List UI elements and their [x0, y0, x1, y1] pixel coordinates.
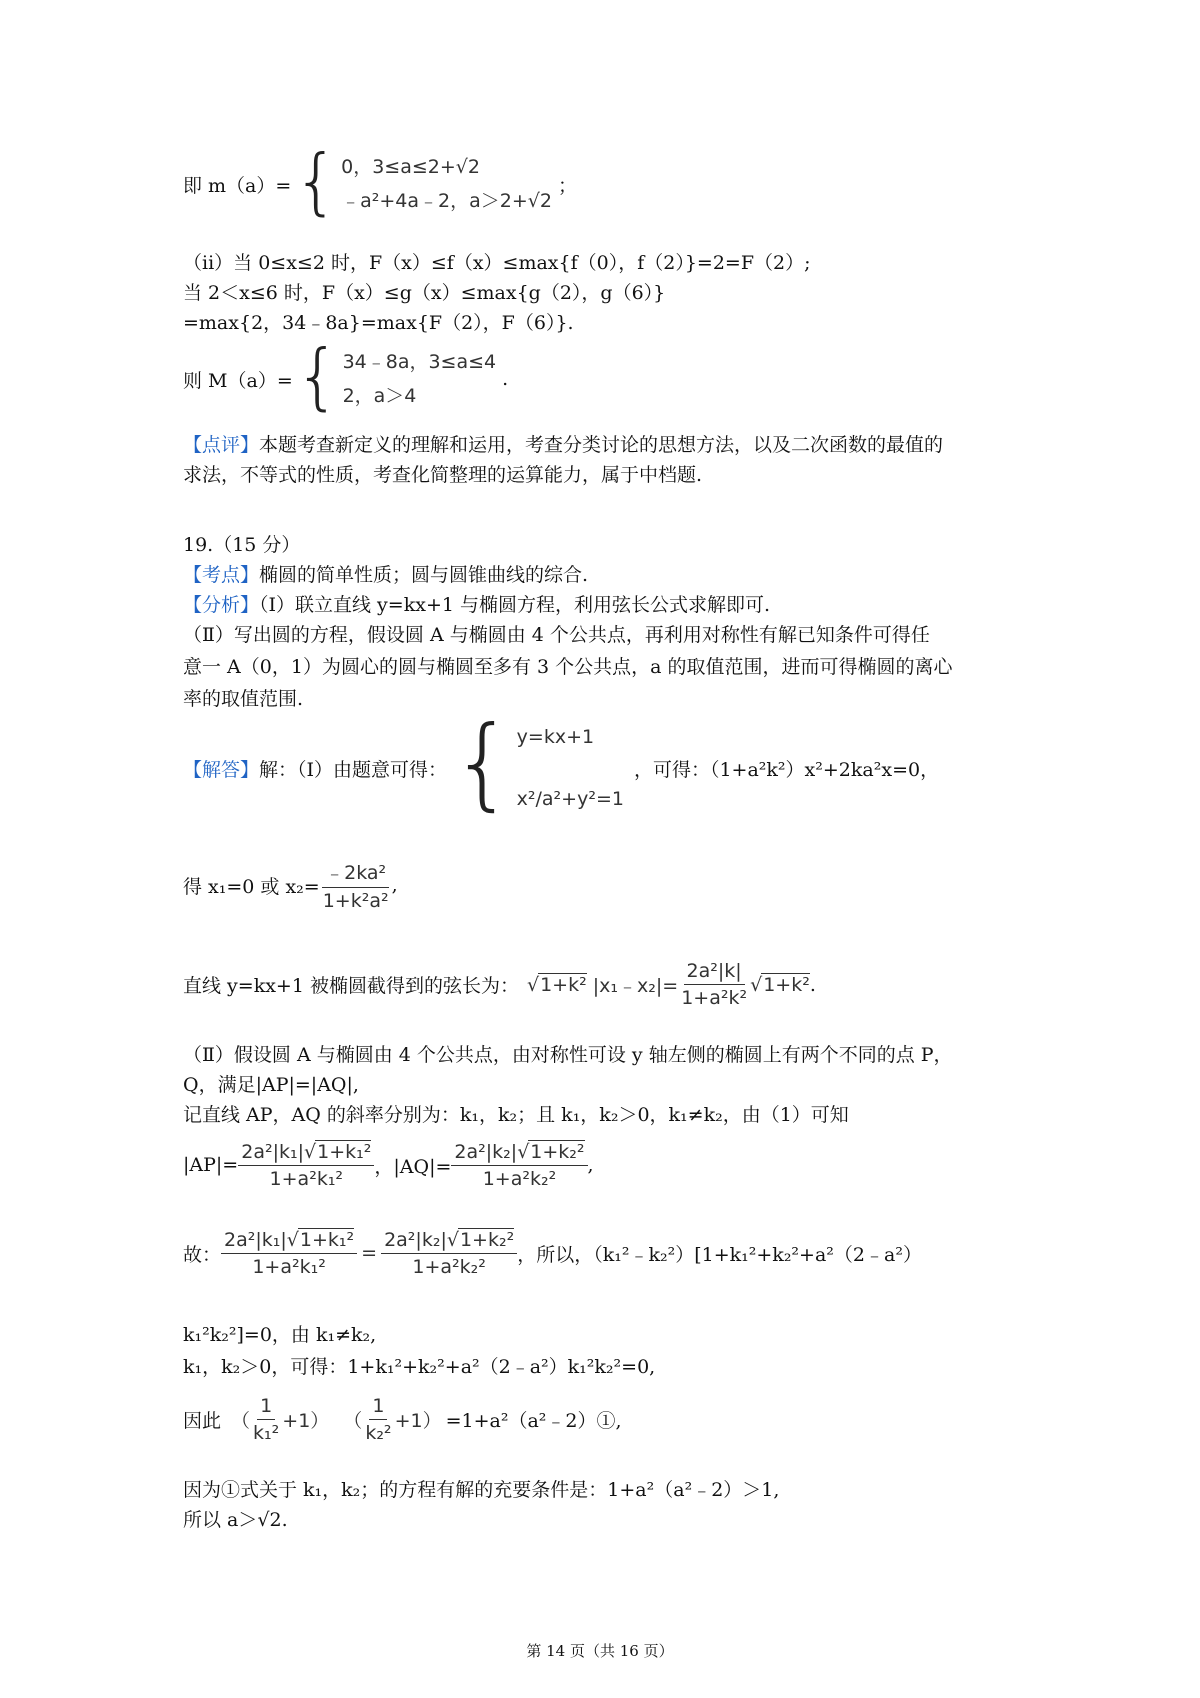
ap-label: |AP|= [183, 1154, 239, 1176]
gu-left-denominator: 1+a²k₁² [252, 1256, 326, 1278]
aq-fraction: $\frac{\text{2a²|k₂|√1+k₂²}}{\text{1+a²k₂²}}$ [451, 1140, 587, 1190]
gu-after: ，所以，（k₁²﹣k₂²）[1+k₁²+k₂²+a²（2﹣a²） [517, 1243, 922, 1266]
fenxi-line [183, 590, 770, 620]
chord-prefix: 直线 y=kx+1 被椭圆截得到的弦长为： [183, 975, 519, 997]
fenxi-tag: 【分析】 [183, 594, 260, 616]
M-cases [343, 345, 497, 413]
jieda-after: ，可得：（1+a²k²）x²+2ka²x=0， [633, 758, 940, 781]
fenxi-2-line-3: 率的取值范围. [183, 688, 304, 710]
question-19-header: 19.（15 分） [183, 534, 301, 556]
yinci-line: 因此 （ $\frac{1}{\text{k₁²}}$ +1） （ $\frac{1}{\text{k₂²}}$ +1） =1+a²（a²﹣2）①, [183, 1395, 622, 1444]
M-case-1: 34﹣8a，3≤a≤4 [342, 351, 497, 373]
final-line-2: 所以 a＞√2. [183, 1509, 288, 1531]
roots-line [183, 858, 398, 912]
gu-right-denominator: 1+a²k₂² [412, 1256, 486, 1278]
kaodian-line [183, 560, 588, 590]
gu-fraction-right: $\frac{\text{2a²|k₂|√1+k₂²}}{\text{1+a²k₂²}}$ [381, 1228, 517, 1278]
chord-numerator: 2a²|k| [684, 960, 745, 985]
ap-denominator: 1+a²k₁² [269, 1168, 344, 1190]
chord-fraction [678, 960, 750, 1009]
ii-line-2: 当 2＜x≤6 时，F（x）≤g（x）≤max{g（2），g（6）} [183, 282, 666, 304]
fenxi-text: （Ⅰ）联立直线 y=kx+1 与椭圆方程，利用弦长公式求解即可. [259, 594, 771, 616]
gu-label: 故： [183, 1243, 222, 1266]
page-footer: 第 14 页（共 16 页） [526, 1642, 674, 1660]
root-denominator: 1+k²a² [322, 890, 389, 912]
system-eq-2: x²/a²+y²=1 [516, 788, 624, 810]
kaodian-tag: 【考点】 [183, 564, 260, 586]
aq-numerator: 2a²|k₂| [454, 1141, 518, 1163]
m-cases [341, 150, 552, 218]
aq-separator: ，|AQ|= [374, 1155, 452, 1178]
aq-end: , [587, 1154, 594, 1176]
system-brace: { [451, 704, 515, 821]
kaodian-text: 椭圆的简单性质；圆与圆锥曲线的综合. [259, 564, 589, 586]
M-piecewise [183, 334, 509, 418]
gu-fraction-left: $\frac{\text{2a²|k₁|√1+k₁²}}{\text{1+a²k₁²}}$ [221, 1228, 357, 1278]
system-cases [517, 720, 624, 816]
m-piecewise [183, 139, 577, 223]
m-brace: { [293, 139, 340, 223]
M-case-2: 2，a＞4 [342, 385, 417, 407]
fenxi-2-line-1: （Ⅱ）写出圆的方程，假设圆 A 与椭圆由 4 个公共点，再利用对称性有解已知条件可得任 [183, 624, 930, 646]
comment-text-1: 本题考查新定义的理解和运用，考查分类讨论的思想方法，以及二次函数的最值的 [259, 434, 944, 456]
gu-line [183, 1228, 922, 1278]
chord-end: . [809, 973, 816, 996]
II-line-1: （Ⅱ）假设圆 A 与椭圆由 4 个公共点，由对称性可设 y 轴左侧的椭圆上有两个不同的点 P， [183, 1044, 953, 1066]
M-brace: { [294, 334, 341, 418]
line-k1k2-2: k₁，k₂＞0，可得：1+k₁²+k₂²+a²（2﹣a²）k₁²k₂²=0, [183, 1356, 656, 1378]
gu-right-numerator: 2a²|k₂| [384, 1229, 447, 1251]
roots-prefix: 得 x₁=0 或 x₂= [183, 875, 320, 898]
M-label: 则 M（a）= [183, 369, 293, 392]
jieda-text: 解：（Ⅰ）由题意可得： [259, 758, 448, 781]
chord-line: 直线 y=kx+1 被椭圆截得到的弦长为： √1+k² |x₁﹣x₂|= $\frac{\text{2a²|k|}}{\text{1+a²k²}}$ √1+k² . [183, 960, 816, 1009]
fenxi-2-line-2: 意一 A（0，1）为圆心的圆与椭圆至多有 3 个公共点，a 的取值范围，进而可得椭圆的离心 [183, 656, 953, 678]
gu-equals: = [361, 1242, 378, 1264]
ii-line-1: （ii）当 0≤x≤2 时，F（x）≤f（x）≤max{f（0），f（2）}=2=F（2）; [183, 252, 811, 274]
yinci-after: =1+a²（a²﹣2）①, [445, 1410, 622, 1432]
line-k1k2: k₁²k₂²]=0，由 k₁≠k₂, [183, 1324, 377, 1346]
yinci-label: 因此 [183, 1410, 222, 1432]
root-fraction [320, 858, 392, 912]
comment-line-1 [183, 430, 943, 460]
yinci-frac-1: $\frac{1}{\text{k₁²}}$ [253, 1395, 280, 1444]
ap-fraction: $\frac{\text{2a²|k₁|√1+k₁²}}{\text{1+a²k₁²}}$ [238, 1140, 374, 1190]
comment-line-2: 求法，不等式的性质，考查化简整理的运算能力，属于中档题. [183, 464, 703, 486]
chord-denominator: 1+a²k² [681, 987, 748, 1009]
m-case-2: ﹣a²+4a﹣2，a＞2+√2 [341, 190, 552, 212]
ii-line-3: =max{2，34﹣8a}=max{F（2），F（6）}. [183, 312, 574, 334]
chord-mid: |x₁﹣x₂|= [592, 975, 679, 997]
II-line-3: 记直线 AP，AQ 的斜率分别为：k₁，k₂；且 k₁，k₂＞0，k₁≠k₂，由（1）可知 [183, 1104, 849, 1126]
m-end: ； [557, 174, 577, 197]
II-line-2: Q，满足|AP|=|AQ|, [183, 1074, 359, 1096]
m-label: 即 m（a）= [183, 174, 292, 197]
jieda-tag: 【解答】 [183, 758, 260, 781]
aq-denominator: 1+a²k₂² [482, 1168, 557, 1190]
comment-tag: 【点评】 [183, 434, 260, 456]
ap-aq-line [183, 1140, 594, 1190]
ap-numerator: 2a²|k₁| [241, 1141, 305, 1163]
gu-left-numerator: 2a²|k₁| [224, 1229, 287, 1251]
system-eq-1: y=kx+1 [516, 726, 595, 748]
roots-end: , [391, 874, 398, 896]
final-line-1: 因为①式关于 k₁，k₂；的方程有解的充要条件是：1+a²（a²﹣2）＞1, [183, 1479, 780, 1501]
jieda-block [183, 704, 940, 821]
yinci-frac-2: $\frac{1}{\text{k₂²}}$ [365, 1395, 392, 1444]
root-numerator: ﹣2ka² [322, 858, 389, 888]
m-case-1: 0，3≤a≤2+√2 [341, 156, 480, 178]
M-end: . [502, 368, 509, 390]
